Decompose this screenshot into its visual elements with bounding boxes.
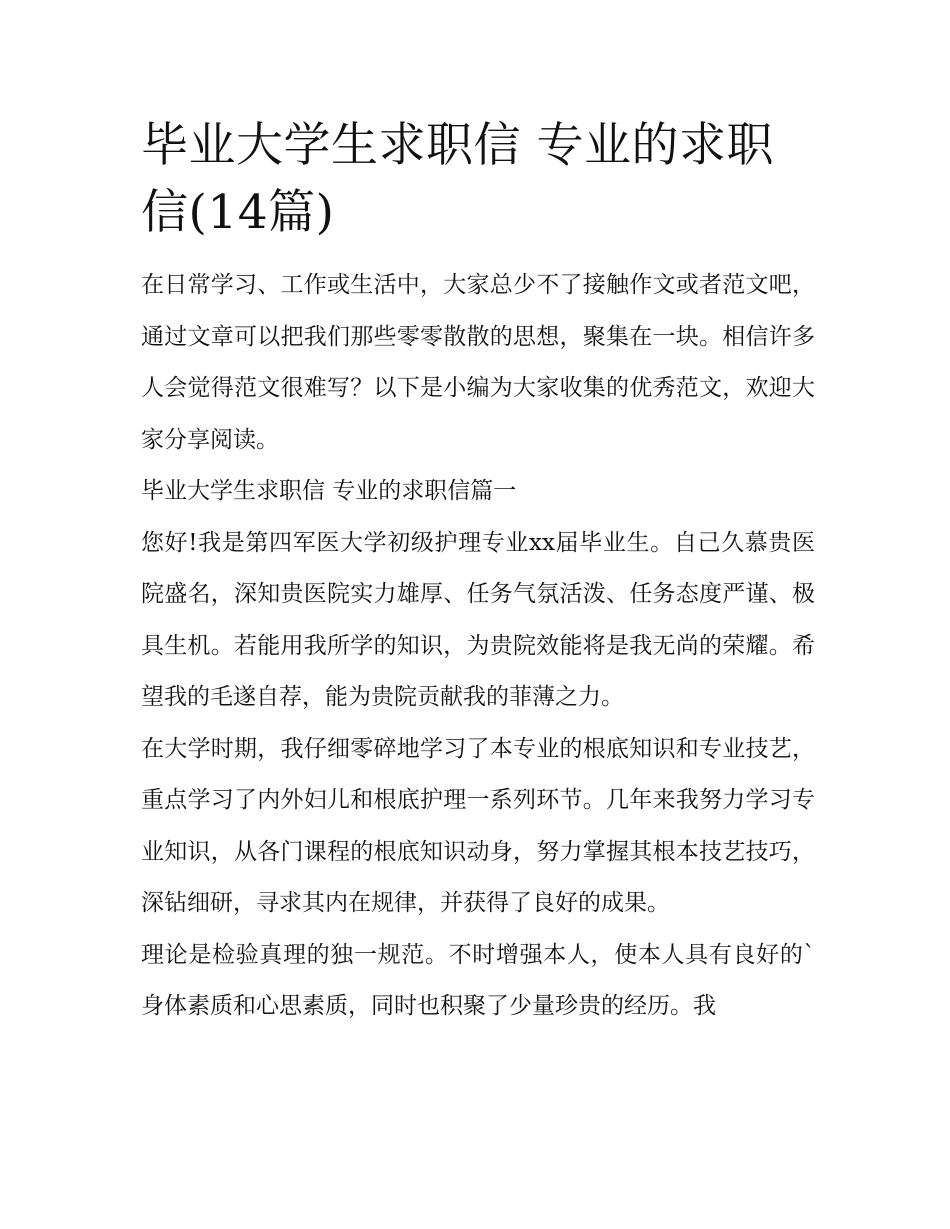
body-paragraph-2: 在大学时期，我仔细零碎地学习了本专业的根底知识和专业技艺，重点学习了内外妇儿和根底护理一系列环节。几年来我努力学习专业知识，从各门课程的根底知识动身，努力掌握其根本技艺技巧，深钻细研，寻求其内在规律，并获得了良好的成果。 bbox=[141, 735, 815, 916]
body-paragraph-3: 理论是检验真理的独一规范。不时增强本人，使本人具有良好的`身体素质和心思素质，同时也积聚了少量珍贵的经历。我 bbox=[141, 941, 815, 1019]
document-title: 毕业大学生求职信 专业的求职信(14篇) bbox=[141, 118, 774, 240]
body-paragraph-1: 您好!我是第四军医大学初级护理专业xx届毕业生。自己久慕贵医院盛名，深知贵医院实力雄厚、任务气氛活泼、任务态度严谨、极具生机。若能用我所学的知识，为贵院效能将是我无尚的荣耀。希望我的毛遂自荐，能为贵院贡献我的菲薄之力。 bbox=[141, 529, 815, 710]
document-body bbox=[141, 112, 815, 1033]
intro-paragraph: 在日常学习、工作或生活中，大家总少不了接触作文或者范文吧，通过文章可以把我们那些零零散散的思想，聚集在一块。相信许多人会觉得范文很难写？以下是小编为大家收集的优秀范文，欢迎大家分享阅读。 bbox=[141, 272, 815, 453]
section-heading: 毕业大学生求职信 专业的求职信篇一 bbox=[141, 478, 517, 504]
